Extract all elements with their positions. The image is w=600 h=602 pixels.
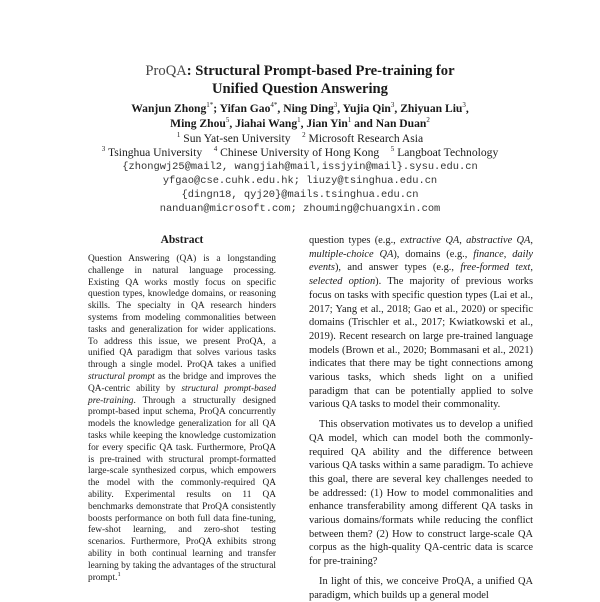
body-text: ), domains (e.g., <box>393 248 474 260</box>
author: Zhiyuan Liu <box>400 102 463 115</box>
abstract-part: as the bridge and improves the QA-centric ability by <box>88 371 276 394</box>
affiliation: Sun Yat-sen University <box>183 132 291 145</box>
affil-sup: 2 <box>302 131 306 140</box>
body-text: , <box>503 248 513 260</box>
email-line: yfgao@cse.cuhk.edu.hk; liuzy@tsinghua.edu.cn <box>162 175 438 187</box>
paper-title-line-1 <box>0 62 600 80</box>
authors-line-1: Wanjun Zhong$^{1*}$; Yifan Gao$^{4*}$, Ning Ding$^3$, Yujia Qin$^3$, Zhiyuan Liu$^3$, <box>131 101 469 115</box>
footnote-mark: 1 <box>117 570 121 578</box>
author-sup: 3 <box>462 101 466 110</box>
author-sup: 5 <box>225 116 230 125</box>
body-text: , <box>459 235 467 246</box>
paper-title-line-2: Unified Question Answering <box>212 81 388 97</box>
affil-sup: 3 <box>101 145 106 154</box>
abstract-text <box>88 254 276 584</box>
body-emphasis: multiple-choice QA <box>309 248 394 260</box>
author: Ming Zhou <box>170 117 226 130</box>
title-brand: ProQA <box>145 63 187 79</box>
author-sup: 3 <box>390 101 395 110</box>
affiliation: Tsinghua University <box>107 146 203 159</box>
body-emphasis: abstractive QA <box>466 235 531 246</box>
body-paragraph: This observation motivates us to develop a unified QA model, which can model both the commonly-required QA ability and the difference between various QA tasks within a same paradigm. To achieve this goal, there are several key challenges needed to be addressed: (1) How to model commonalities and enhance transferability among different QA tasks in various domains/formats while reducing the conflict between them? (2) How to construct large-scale QA corpus as the high-quality QA-centric data is scarce for pre-training? <box>309 419 533 568</box>
author: Nan Duan <box>375 117 427 130</box>
email-line: {dingn18, qyj20}@mails.tsinghua.edu.cn <box>181 189 419 201</box>
body-text: ). The majority of previous works focus on tasks with specific question types (Lai et al., 2017; Yang et al., 2018; Gao et al., 2020) or specific domains (Trischler et al., 2017; Kwiatkowski et al., 2019). Recent research on large pre-trained language models (Brown et al., 2020; Bommasani et al., 2021) indicates that there may be tight connections among various tasks, which sheds light on a unified paradigm that can be potentially applied to solve various QA tasks to model their commonality. <box>309 276 533 411</box>
author-sup: 3 <box>333 101 338 110</box>
author-sup: 1 <box>297 116 301 125</box>
author-sup: 1* <box>206 101 214 110</box>
author-sup: 4* <box>270 101 278 110</box>
affiliation: Chinese University of Hong Kong <box>220 146 380 159</box>
abstract-part: Question Answering (QA) is a longstanding challenge in natural language processing. Existing QA works mostly focus on specific question types, knowledge domains, or reasoning skills. The specialty in QA research hinders systems from modeling commonalities between tasks and generalization for wider applications. To address this issue, we present ProQA, a unified QA paradigm that solves various tasks through a single model. ProQA takes a unified <box>88 254 276 371</box>
affil-sup: 4 <box>213 145 218 154</box>
author: Wanjun Zhong <box>131 102 207 115</box>
author-sup: 1 <box>347 116 352 125</box>
body-text: question types (e.g., <box>309 235 401 246</box>
body-text: ), and answer types (e.g., <box>334 262 461 274</box>
abstract-emphasis: structural prompt-based pre-training <box>88 383 277 406</box>
abstract-emphasis: structural prompt <box>88 371 155 382</box>
affil-sup: 1 <box>176 131 181 140</box>
authors-line-2: Ming Zhou$^5$, Jiahai Wang$^1$, Jian Yin$^1$ and Nan Duan$^2$ <box>170 116 430 130</box>
author: Ning Ding <box>283 102 334 115</box>
body-emphasis: finance <box>473 248 504 260</box>
body-emphasis: extractive QA <box>400 235 460 246</box>
body-text: , <box>530 262 533 274</box>
body-emphasis: selected option <box>309 276 376 288</box>
body-column <box>309 234 533 602</box>
body-paragraph <box>309 234 533 412</box>
author: Jiahai Wang <box>235 117 298 130</box>
body-emphasis: daily events <box>309 248 534 274</box>
author: Yujia Qin <box>342 102 391 115</box>
body-emphasis: free-formed text <box>460 262 531 274</box>
affiliations-line-1 <box>0 131 600 146</box>
body-text: , <box>530 235 533 246</box>
email-line: nanduan@microsoft.com; zhouming@chuangxin.com <box>159 203 441 215</box>
author-sup: 2 <box>426 116 430 125</box>
author: Yifan Gao <box>219 102 271 115</box>
author: Jian Yin <box>306 117 348 130</box>
title-rest: : Structural Prompt-based Pre-training for <box>186 63 455 79</box>
affiliations-line-2 <box>0 145 600 160</box>
affil-sup: 5 <box>390 145 395 154</box>
affiliation: Microsoft Research Asia <box>308 132 424 145</box>
affiliation: Langboat Technology <box>397 146 499 159</box>
and-word: and <box>354 117 373 130</box>
abstract-part: . Through a structurally designed prompt-based input schema, ProQA concurrently models the knowledge generalization for all QA tasks while keeping the knowledge customization for every specific QA task. Furthermore, ProQA is pre-trained with structural prompt-formatted large-scale synthesized corpus, which empowers the model with the commonly-required QA ability. Experimental results on 11 QA benchmarks demonstrate that ProQA consistently boosts performance on both full data fine-tuning, few-shot learning, and zero-shot testing scenarios. Furthermore, ProQA exhibits strong ability in both continual learning and transfer learning by taking the advantages of the structural prompt. <box>88 395 276 583</box>
abstract-heading: Abstract <box>160 234 204 246</box>
email-line: {zhongwj25@mail2, wangjiah@mail,issjyin@mail}.sysu.edu.cn <box>122 161 478 173</box>
body-paragraph: In light of this, we conceive ProQA, a unified QA paradigm, which builds up a general model <box>309 575 533 601</box>
